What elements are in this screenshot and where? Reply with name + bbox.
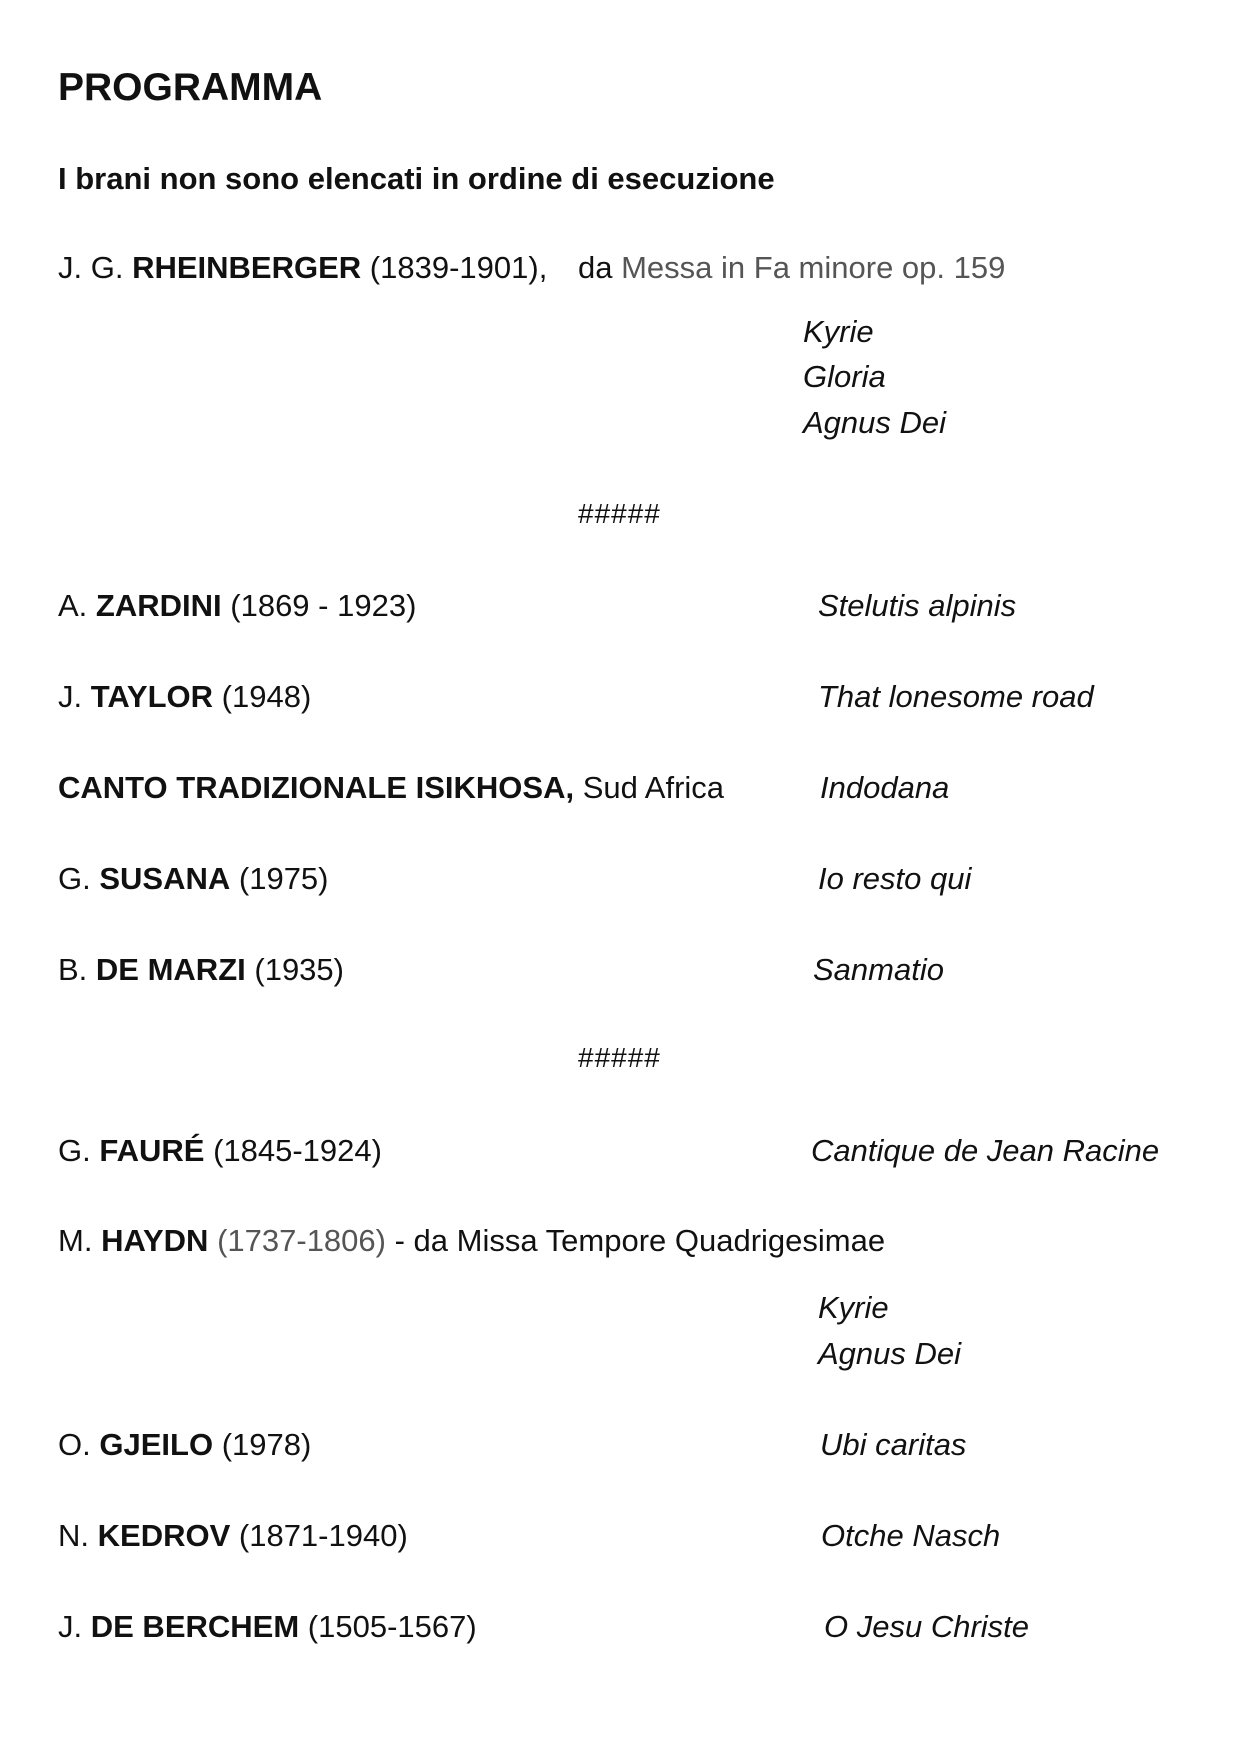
- composer-line: [58, 1429, 311, 1460]
- composer-name: GJEILO: [99, 1427, 214, 1462]
- movement: Agnus Dei: [803, 405, 947, 440]
- composer-dates: (1975): [238, 861, 329, 896]
- composer-initial: J.: [58, 1609, 83, 1644]
- composer-name: HAYDN: [101, 1223, 209, 1258]
- composer-line: [58, 954, 344, 985]
- subtitle: I brani non sono elencati in ordine di esecuzione: [58, 161, 775, 196]
- composer-dates: (1845-1924): [213, 1133, 382, 1168]
- composer-initial: G.: [58, 861, 91, 896]
- composer-dates: (1978): [221, 1427, 312, 1462]
- composer-dates: (1871-1940): [238, 1518, 408, 1553]
- movement: Kyrie: [803, 314, 874, 349]
- composer-initial: G.: [58, 1133, 91, 1168]
- composer-name: DE MARZI: [95, 952, 246, 987]
- work-title: Indodana: [820, 770, 950, 805]
- work-title: O Jesu Christe: [824, 1609, 1030, 1644]
- source-title: Messa in Fa minore op. 159: [621, 250, 1006, 285]
- composer-initial: J.: [58, 679, 83, 714]
- movement: Kyrie: [818, 1290, 889, 1325]
- section-separator: #####: [578, 498, 661, 529]
- composer-line-rheinberger: [58, 252, 547, 283]
- composer-line: [58, 863, 329, 894]
- composer-line: [58, 590, 416, 621]
- composer-name: KEDROV: [97, 1518, 231, 1553]
- composer-name: RHEINBERGER: [132, 250, 362, 285]
- composer-line: [58, 1520, 408, 1551]
- composer-dates: (1935): [254, 952, 344, 987]
- movement: Gloria: [803, 359, 886, 394]
- composer-name: SUSANA: [99, 861, 231, 896]
- composer-line: [58, 681, 311, 712]
- source-line-rheinberger: [578, 252, 1005, 283]
- composer-name: FAURÉ: [99, 1133, 205, 1168]
- section-separator: #####: [578, 1042, 661, 1073]
- work-title: Ubi caritas: [820, 1427, 967, 1462]
- source-title: - da Missa Tempore Quadrigesimae: [394, 1223, 886, 1258]
- movement: Agnus Dei: [818, 1336, 962, 1371]
- work-title: Cantique de Jean Racine: [811, 1133, 1160, 1168]
- composer-initial: J. G.: [58, 250, 124, 285]
- composer-initial: N.: [58, 1518, 89, 1553]
- composer-name: ZARDINI: [95, 588, 222, 623]
- composer-dates: (1505-1567): [307, 1609, 477, 1644]
- composer-name: DE BERCHEM: [90, 1609, 300, 1644]
- composer-initial: A.: [58, 588, 88, 623]
- work-title: That lonesome road: [818, 679, 1094, 714]
- composer-dates: (1869 - 1923): [230, 588, 417, 623]
- page-title: PROGRAMMA: [58, 66, 323, 109]
- work-title: Sanmatio: [813, 952, 944, 987]
- composer-line: [58, 1135, 382, 1166]
- composer-dates: (1737-1806): [217, 1223, 386, 1258]
- work-title: Otche Nasch: [821, 1518, 1001, 1553]
- source-prefix: da: [578, 250, 613, 285]
- composer-initial: B.: [58, 952, 88, 987]
- composer-name: TAYLOR: [90, 679, 214, 714]
- composer-name: CANTO TRADIZIONALE ISIKHOSA,: [58, 770, 575, 805]
- composer-line: [58, 772, 724, 803]
- work-title: Io resto qui: [818, 861, 972, 896]
- composer-initial: O.: [58, 1427, 91, 1462]
- composer-line: [58, 1611, 477, 1642]
- composer-origin: Sud Africa: [582, 770, 725, 805]
- composer-dates: (1839-1901),: [369, 250, 548, 285]
- composer-dates: (1948): [221, 679, 312, 714]
- composer-initial: M.: [58, 1223, 93, 1258]
- composer-line-haydn: [58, 1225, 885, 1256]
- work-title: Stelutis alpinis: [818, 588, 1017, 623]
